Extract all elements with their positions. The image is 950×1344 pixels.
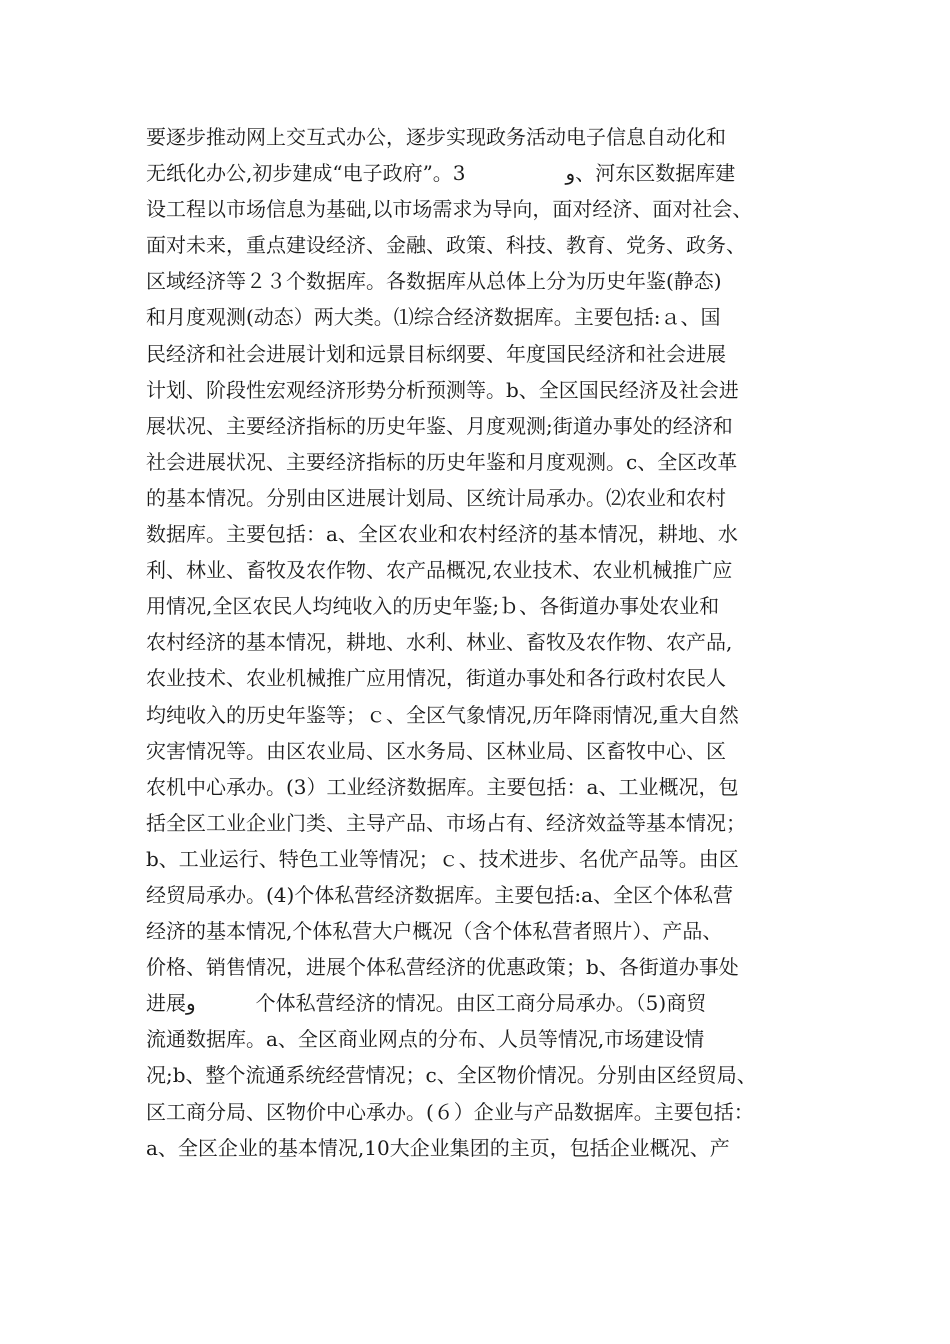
text-line: 进展و 个体私营经济的情况。由区工商分局承办。（5)商贸 [146,991,707,1016]
text-line: 灾害情况等。由区农业局、区水务局、区林业局、区畜牧中心、区 [146,738,726,763]
body-text [146,119,826,1166]
text-line: 区域经济等２３个数据库。各数据库从总体上分为历史年鉴(静态) [146,269,722,294]
text-line: 计划、阶段性宏观经济形势分析预测等。b、全区国民经济及社会进 [146,377,739,402]
text-line: 民经济和社会进展计划和远景目标纲要、年度国民经济和社会进展 [146,341,726,366]
text-line: 面对未来，重点建设经济、金融、政策、科技、教育、党务、政务、 [146,233,746,258]
text-line: 括全区工业企业门类、主导产品、市场占有、经济效益等基本情况； [146,810,746,835]
text-line: b、工业运行、特色工业等情况；ｃ、技术进步、名优产品等。由区 [146,846,739,871]
text-line: 要逐步推动网上交互式办公，逐步实现政务活动电子信息自动化和 [146,125,726,149]
text-line: 展状况、主要经济指标的历史年鉴、月度观测;街道办事处的经济和 [146,413,733,438]
text-line: 的基本情况。分别由区进展计划局、区统计局承办。⑵农业和农村 [146,485,726,510]
text-line: a、全区企业的基本情况,10大企业集团的主页，包括企业概况、产 [146,1135,730,1160]
text-line: 设工程以市场信息为基础,以市场需求为导向，面对经济、面对社会、 [146,197,753,222]
text-line: 数据库。主要包括：a、全区农业和农村经济的基本情况，耕地、水 [146,522,738,547]
text-line: 利、林业、畜牧及农作物、农产品概况,农业技术、农业机械推广应 [146,558,733,583]
text-line: 况;b、整个流通系统经营情况；c、全区物价情况。分别由区经贸局、 [146,1063,757,1088]
text-line: 社会进展状况、主要经济指标的历史年鉴和月度观测。c、全区改革 [146,449,738,474]
text-line: 农业技术、农业机械推广应用情况，街道办事处和各行政村农民人 [146,666,726,691]
text-line: 经济的基本情况,个体私营大户概况（含个体私营者照片）、产品、 [146,919,723,944]
text-line: 价格、销售情况，进展个体私营经济的优惠政策；b、各街道办事处 [146,955,739,980]
text-line: 无纸化办公,初步建成“电子政府”。3 و、河东区数据库建 [146,161,736,186]
text-line: 和月度观测(动态）两大类。⑴综合经济数据库。主要包括:ａ、国 [146,305,721,330]
text-line: 流通数据库。a、全区商业网点的分布、人员等情况,市场建设情 [146,1027,705,1052]
text-line: 经贸局承办。(4)个体私营经济数据库。主要包括:a、全区个体私营 [146,882,733,907]
text-line: 用情况,全区农民人均纯收入的历史年鉴;ｂ、各街道办事处农业和 [146,594,720,619]
text-line: 均纯收入的历史年鉴等；ｃ、全区气象情况,历年降雨情况,重大自然 [146,702,739,727]
text-line: 农机中心承办。(3）工业经济数据库。主要包括：a、工业概况，包 [146,774,739,799]
text-line: 区工商分局、区物价中心承办。(６）企业与产品数据库。主要包括： [146,1099,754,1124]
text-line: 农村经济的基本情况，耕地、水利、林业、畜牧及农作物、农产品, [146,630,733,655]
